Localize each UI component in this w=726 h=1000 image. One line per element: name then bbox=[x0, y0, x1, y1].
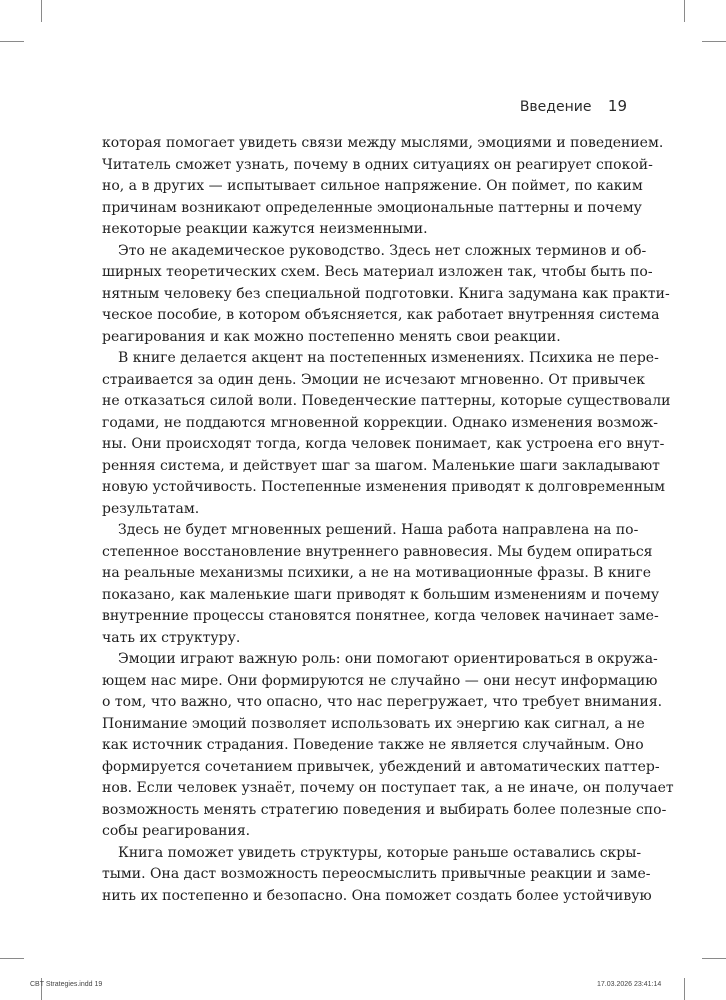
text-line: чать их структуру. bbox=[102, 629, 241, 646]
paragraph bbox=[102, 241, 670, 349]
slug-timestamp: 17.03.2026 23:41:14 bbox=[597, 981, 662, 988]
text-line: Эмоции играют важную роль: они помогают ориентироваться в окружа- bbox=[118, 651, 658, 667]
crop-mark-right-top bbox=[702, 41, 726, 42]
text-line: о том, что важно, что опасно, что нас перегружает, что требует внимания. bbox=[102, 694, 663, 710]
paragraph bbox=[102, 520, 660, 649]
text-line: причинам возникают определенные эмоциональные паттерны и почему bbox=[102, 199, 642, 216]
text-line: на реальные механизмы психики, а не на мотивационные фразы. В книге bbox=[102, 565, 651, 581]
text-line: страивается за один день. Эмоции не исчезают мгновенно. От привычек bbox=[102, 371, 646, 388]
crop-mark-left-bottom bbox=[0, 958, 24, 959]
paragraph bbox=[102, 133, 664, 241]
text-line: Это не академическое руководство. Здесь нет сложных терминов и об- bbox=[118, 242, 647, 259]
crop-mark-right-bottom bbox=[702, 958, 726, 959]
text-line: как источник страдания. Поведение также не является случайным. Оно bbox=[102, 737, 644, 753]
text-line: Понимание эмоций позволяет использовать их энергию как сигнал, а не bbox=[102, 715, 645, 732]
text-line: ренняя система, и действует шаг за шагом. Маленькие шаги закладывают bbox=[102, 457, 660, 474]
text-line: реагирования и как можно постепенно менять свои реакции. bbox=[102, 328, 561, 345]
text-line: Здесь не будет мгновенных решений. Наша работа направлена на по- bbox=[118, 522, 639, 538]
text-line: нов. Если человек узнаёт, почему он поступает так, а не иначе, он получает bbox=[102, 780, 674, 796]
text-line: Читатель сможет узнать, почему в одних ситуациях он реагирует спокой- bbox=[102, 156, 653, 173]
text-line: не отказаться силой воли. Поведенческие паттерны, которые существовали bbox=[102, 393, 671, 409]
text-line: нятным человеку без специальной подготовки. Книга задумана как практи- bbox=[102, 285, 670, 302]
text-line: ческое пособие, в котором объясняется, как работает внутренняя система bbox=[102, 307, 660, 323]
running-head bbox=[520, 97, 627, 115]
text-line: Книга поможет увидеть структуры, которые раньше оставались скры- bbox=[118, 844, 642, 861]
text-line: ющем нас мире. Они формируются не случайно — они несут информацию bbox=[102, 672, 658, 689]
text-line: результатам. bbox=[102, 500, 200, 517]
crop-mark-left-top bbox=[0, 41, 24, 42]
text-line: показано, как маленькие шаги приводят к большим изменениям и почему bbox=[102, 586, 660, 603]
slug-filename: CBT Strategies.indd 19 bbox=[30, 981, 103, 988]
text-line: новую устойчивость. Постепенные изменения приводят к долговременным bbox=[102, 479, 665, 495]
paragraph bbox=[102, 843, 652, 908]
text-line: собы реагирования. bbox=[102, 823, 251, 839]
text-line: тыми. Она даст возможность переосмыслить привычные реакции и заме- bbox=[102, 866, 651, 882]
crop-mark-top-left bbox=[41, 0, 42, 22]
text-line: которая помогает увидеть связи между мыслями, эмоциями и поведением. bbox=[102, 135, 664, 151]
text-line: ны. Они происходят тогда, когда человек понимает, как устроена его внут- bbox=[102, 436, 665, 452]
paragraph bbox=[102, 348, 671, 520]
text-line: внутренние процессы становятся понятнее, когда человек начинает заме- bbox=[102, 608, 659, 624]
text-line: В книге делается акцент на постепенных изменениях. Психика не пере- bbox=[118, 350, 659, 366]
paragraph bbox=[102, 649, 674, 843]
crop-mark-bottom-right bbox=[684, 978, 685, 1000]
text-line: нить их постепенно и безопасно. Она поможет создать более устойчивую bbox=[102, 887, 652, 904]
text-line: возможность менять стратегию поведения и выбирать более полезные спо- bbox=[102, 801, 667, 818]
text-line: формируется сочетанием привычек, убеждений и автоматических паттер- bbox=[102, 758, 660, 775]
text-line: некоторые реакции кажутся неизменными. bbox=[102, 221, 428, 237]
text-line: годами, не поддаются мгновенной коррекции. Однако изменения возмож- bbox=[102, 414, 659, 431]
crop-mark-top-right bbox=[684, 0, 685, 22]
running-head-section: Введение bbox=[519, 99, 592, 115]
text-line: степенное восстановление внутреннего равновесия. Мы будем опираться bbox=[102, 543, 653, 560]
text-line: но, а в других — испытывает сильное напряжение. Он поймет, по каким bbox=[102, 178, 643, 194]
text-line: ширных теоретических схем. Весь материал изложен так, чтобы быть по- bbox=[102, 264, 653, 280]
page-number: 19 bbox=[607, 97, 627, 115]
body-text bbox=[102, 133, 674, 907]
